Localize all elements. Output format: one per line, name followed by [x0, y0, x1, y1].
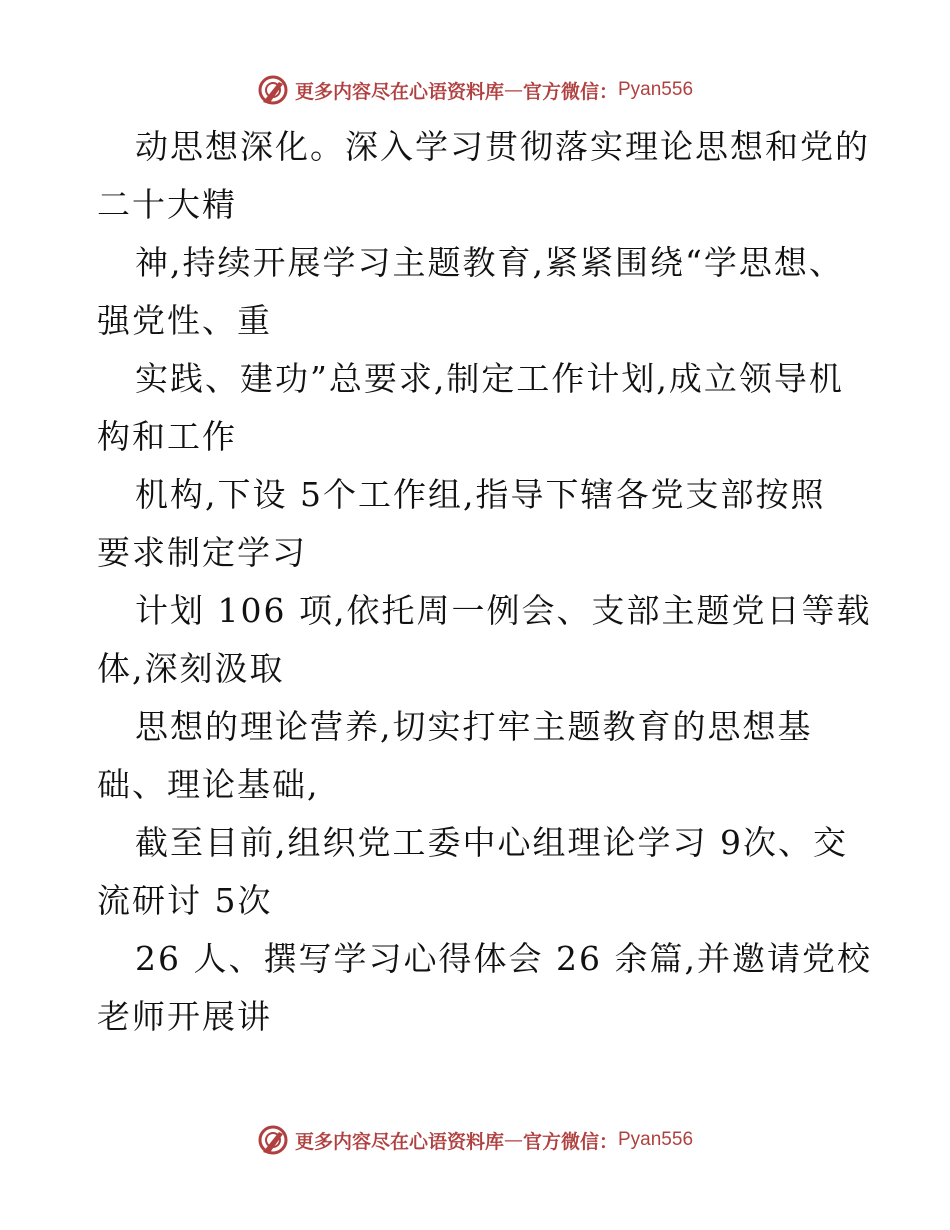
paragraph-line: 要求制定学习	[97, 533, 307, 572]
paragraph	[97, 814, 857, 930]
paragraph-line: 二十大精	[97, 185, 237, 224]
banner-wechat-id: Pyan556	[618, 1129, 694, 1150]
banner-wechat-label: 官方微信：	[522, 80, 618, 103]
header-watermark-banner	[0, 70, 950, 110]
banner-separator: —	[503, 1129, 523, 1151]
paragraph	[97, 350, 857, 466]
paragraph-line: 础、理论基础,	[97, 765, 320, 804]
paragraph-line: 26 人、撰写学习心得体会 26 余篇,并邀请党校	[135, 939, 872, 978]
paragraph	[97, 582, 872, 698]
banner-text: 更多内容尽在心语资料库	[294, 1130, 504, 1153]
paragraph	[97, 118, 870, 234]
banner-wechat-label: 官方微信：	[522, 1130, 618, 1153]
paragraph	[97, 698, 857, 814]
paragraph-line: 流研讨 5次	[97, 881, 273, 920]
paragraph-line: 动思想深化。深入学习贯彻落实理论思想和党的	[135, 127, 870, 166]
pen-logo-icon	[257, 74, 289, 106]
paragraph-line: 神,持续开展学习主题教育,紧紧围绕“学思想、	[135, 243, 844, 282]
paragraph-line: 机构,下设 5个工作组,指导下辖各党支部按照	[135, 475, 826, 514]
paragraph-line: 计划 106 项,依托周一例会、支部主题党日等载	[135, 591, 872, 630]
banner-wechat-id: Pyan556	[618, 79, 694, 100]
pen-logo-icon	[257, 1124, 289, 1156]
paragraph-line: 思想的理论营养,切实打牢主题教育的思想基	[135, 707, 813, 746]
paragraph	[97, 466, 857, 582]
paragraph	[97, 930, 872, 1046]
paragraph-line: 截至目前,组织党工委中心组理论学习 9次、交	[135, 823, 848, 862]
paragraph-line: 强党性、重	[97, 301, 272, 340]
banner-text: 更多内容尽在心语资料库	[294, 80, 504, 103]
document-body	[97, 118, 872, 1046]
paragraph-line: 体,深刻汲取	[97, 649, 285, 688]
paragraph-line: 老师开展讲	[97, 997, 272, 1036]
paragraph-line: 构和工作	[97, 417, 237, 456]
paragraph-line: 实践、建功”总要求,制定工作计划,成立领导机	[135, 359, 844, 398]
footer-watermark-banner	[0, 1120, 950, 1160]
banner-separator: —	[503, 79, 523, 101]
paragraph	[97, 234, 857, 350]
